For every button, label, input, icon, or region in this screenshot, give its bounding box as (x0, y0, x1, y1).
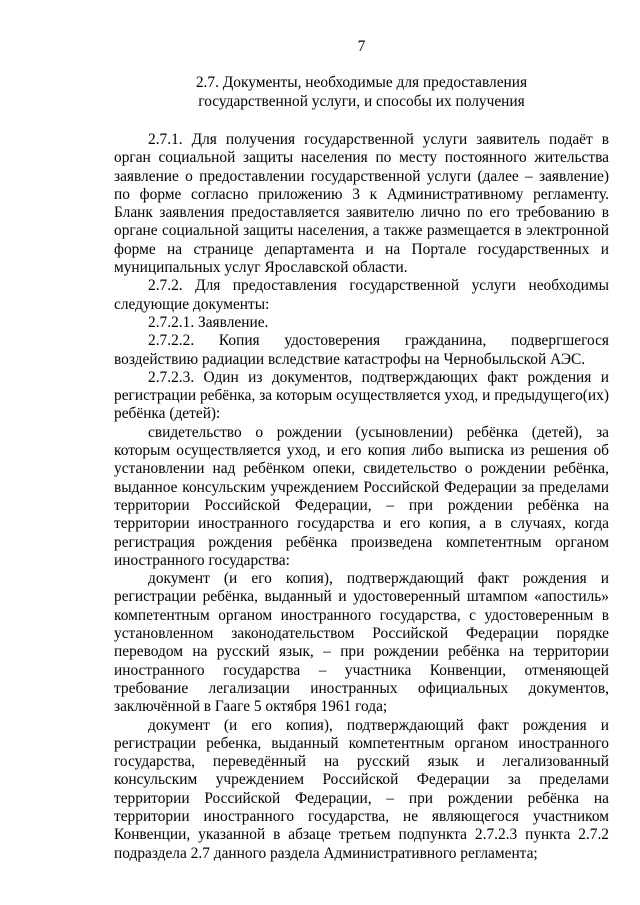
paragraph-2-7-1: 2.7.1. Для получения государственной услуги заявитель подаёт в орган социальной защиты населения по месту постоянного жительства заявление о предоставлении государственной услуги (далее – заявление) по форме согласно приложению 3 к Административному регламенту. Бланк заявления предоставляется заявителю лично по его требованию в органе социальной защиты населения, а также размещается в электронной форме на странице департамента и на Портале государственных и муниципальных услуг Ярославской области. (114, 131, 609, 277)
paragraph-2-7-2-2: 2.7.2.2. Копия удостоверения гражданина, подвергшегося воздействию радиации вследствие катастрофы на Чернобыльской АЭС. (114, 332, 609, 368)
paragraph-2-7-2: 2.7.2. Для предоставления государственной услуги необходимы следующие документы: (114, 277, 609, 313)
page-number: 7 (357, 38, 366, 55)
paragraph-2-7-2-1: 2.7.2.1. Заявление. (148, 313, 269, 331)
paragraph-birth-certificate: свидетельство о рождении (усыновлении) ребёнка (детей), за которым осуществляется уход, и его копия либо выписка из решения об установлении над ребёнком опеки, свидетельство о рождении ребёнка, выданное консульским учреждением Российской Федерации за пределами территории Российской Федерации, – при рождении ребёнка на территории иностранного государства и его копия, а в случаях, когда регистрация рождения ребёнка произведена компетентным органом иностранного государства: (114, 423, 609, 569)
section-heading (114, 73, 609, 111)
section-heading-line-2: государственной услуги, и способы их получения (198, 93, 525, 110)
section-heading-line-1: 2.7. Документы, необходимые для предоставления (195, 74, 528, 91)
paragraph-legalized-document: документ (и его копия), подтверждающий факт рождения и регистрации ребенка, выданный компетентным органом иностранного государства, переведённый на русский язык и легализованный консульским учреждением Российской Федерации за пределами территории Российской Федерации, – при рождении ребёнка на территории иностранного государства, не являющегося участником Конвенции, указанной в абзаце третьем подпункта 2.7.2.3 пункта 2.7.2 подраздела 2.7 данного раздела Административного регламента; (114, 716, 609, 862)
paragraph-apostille-document: документ (и его копия), подтверждающий факт рождения и регистрации ребёнка, выданный и удостоверенный штампом «апостиль» компетентным органом иностранного государства, с удостоверенным в установленном законодательством Российской Федерации порядке переводом на русский язык, – при рождении ребёнка на территории иностранного государства – участника Конвенции, отменяющей требование легализации иностранных официальных документов, заключённой в Гааге 5 октября 1961 года; (114, 570, 609, 716)
paragraph-2-7-2-3: 2.7.2.3. Один из документов, подтверждающих факт рождения и регистрации ребёнка, за которым осуществляется уход, и предыдущего(их) ребёнка (детей): (114, 368, 609, 423)
